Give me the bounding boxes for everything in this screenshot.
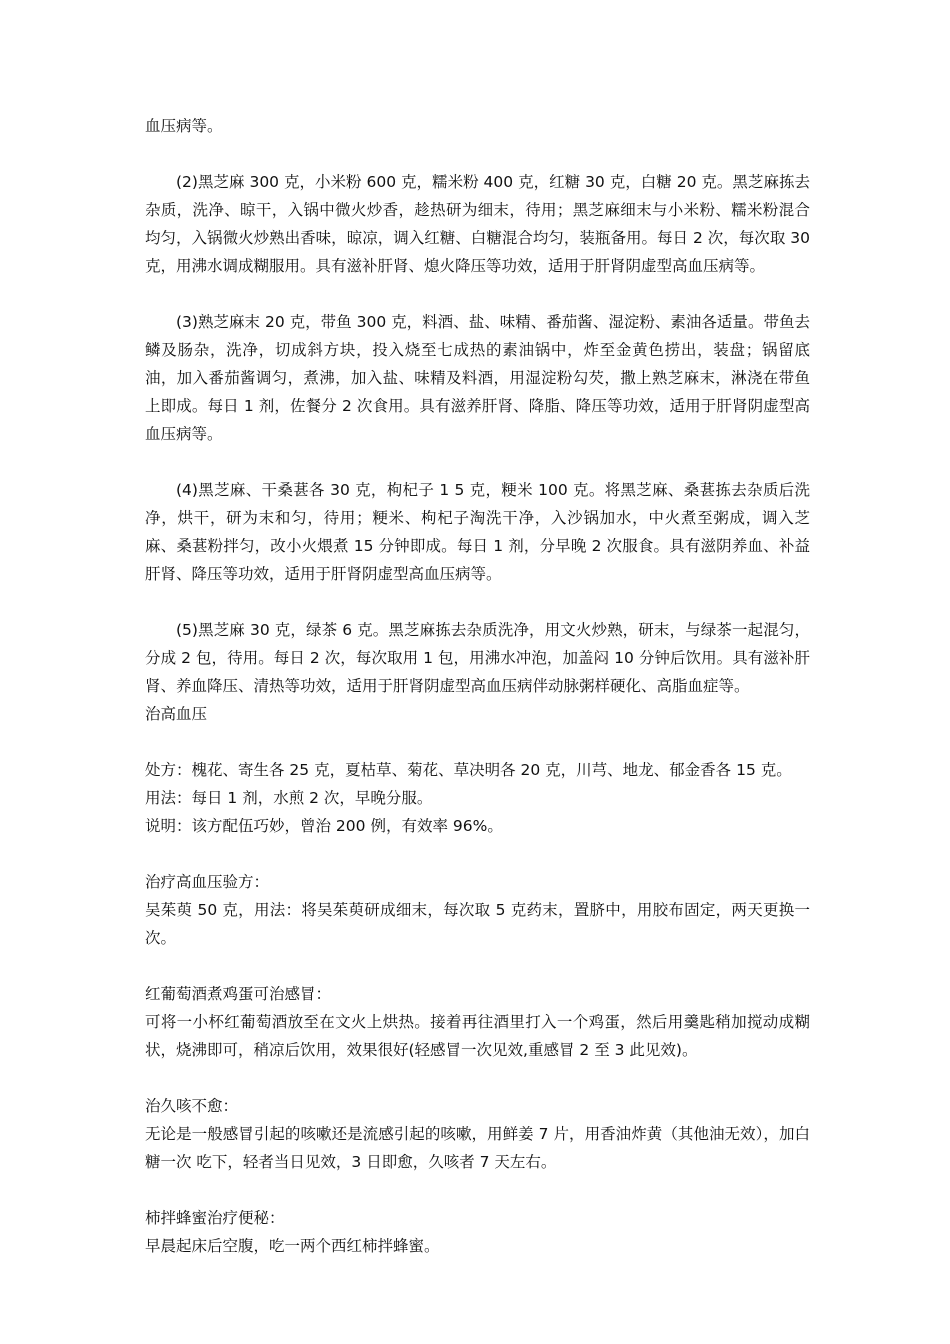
recipe-2-paragraph: (2)黑芝麻 300 克，小米粉 600 克，糯米粉 400 克，红糖 30 克，白糖 20 克。黑芝麻拣去杂质，洗净、晾干，入锅中微火炒香，趁热研为细末，待用；黑芝麻细末与小米粉、糯米粉混合均匀，入锅微火炒熟出香味，晾凉，调入红糖、白糖混合均匀，装瓶备用。每日 2 次，每次取 30 克，用沸水调成糊服用。具有滋补肝肾、熄火降压等功效，适用于肝肾阴虚型高血压病等。 [145, 173, 810, 275]
spacer [145, 840, 810, 868]
usage-line: 用法：每日 1 剂，水煎 2 次，早晚分服。 [145, 789, 433, 807]
paragraph-intro-fragment: 血压病等。 [145, 117, 223, 135]
wine-egg-body: 可将一小杯红葡萄酒放至在文火上烘热。接着再往酒里打入一个鸡蛋，然后用羹匙稍加搅动成糊状，烧沸即可，稍凉后饮用，效果很好(轻感冒一次见效,重感冒 2 至 3 此见效)。 [145, 1013, 810, 1059]
prescription-line: 处方：槐花、寄生各 25 克，夏枯草、菊花、草决明各 20 克，川芎、地龙、郁金香各 15 克。 [145, 761, 792, 779]
section-heading-hypertension: 治高血压 [145, 705, 208, 723]
spacer [145, 280, 810, 308]
note-line: 说明：该方配伍巧妙，曾治 200 例，有效率 96%。 [145, 817, 503, 835]
test-remedy-body: 吴茱萸 50 克，用法：将吴茱萸研成细末，每次取 5 克药末，置脐中，用胶布固定，两天更换一次。 [145, 901, 810, 947]
section-heading-constipation: 柿拌蜂蜜治疗便秘： [145, 1209, 285, 1227]
spacer [145, 448, 810, 476]
spacer [145, 1064, 810, 1092]
spacer [145, 588, 810, 616]
constipation-body: 早晨起床后空腹，吃一两个西红柿拌蜂蜜。 [145, 1237, 440, 1255]
spacer [145, 140, 810, 168]
document-page [145, 112, 810, 1260]
spacer [145, 728, 810, 756]
spacer [145, 1176, 810, 1204]
spacer [145, 952, 810, 980]
recipe-5-paragraph: (5)黑芝麻 30 克，绿茶 6 克。黑芝麻拣去杂质洗净，用文火炒熟，研末，与绿茶一起混匀，分成 2 包，待用。每日 2 次，每次取用 1 包，用沸水冲泡，加盖闷 10 分钟后饮用。具有滋补肝肾、养血降压、清热等功效，适用于肝肾阴虚型高血压病伴动脉粥样硬化、高脂血症等。 [145, 621, 810, 695]
section-heading-cough: 治久咳不愈： [145, 1097, 239, 1115]
recipe-4-paragraph: (4)黑芝麻、干桑葚各 30 克，枸杞子 1 5 克，粳米 100 克。将黑芝麻、桑葚拣去杂质后洗净，烘干，研为末和匀，待用；粳米、枸杞子淘洗干净，入沙锅加水，中火煮至粥成，调入芝麻、桑葚粉拌匀，改小火煨煮 15 分钟即成。每日 1 剂，分早晚 2 次服食。具有滋阴养血、补益肝肾、降压等功效，适用于肝肾阴虚型高血压病等。 [145, 481, 810, 583]
section-heading-test-remedy: 治疗高血压验方： [145, 873, 270, 891]
section-heading-wine-egg: 红葡萄酒煮鸡蛋可治感冒： [145, 985, 332, 1003]
recipe-3-paragraph: (3)熟芝麻末 20 克，带鱼 300 克，料酒、盐、味精、番茄酱、湿淀粉、素油各适量。带鱼去鳞及肠杂，洗净，切成斜方块，投入烧至七成热的素油锅中，炸至金黄色捞出，装盘；锅留底油，加入番茄酱调匀，煮沸，加入盐、味精及料酒，用湿淀粉勾芡，撒上熟芝麻末，淋浇在带鱼上即成。每日 1 剂，佐餐分 2 次食用。具有滋养肝肾、降脂、降压等功效，适用于肝肾阴虚型高血压病等。 [145, 313, 810, 443]
cough-body: 无论是一般感冒引起的咳嗽还是流感引起的咳嗽，用鲜姜 7 片，用香油炸黄（其他油无效），加白糖一次 吃下，轻者当日见效，3 日即愈，久咳者 7 天左右。 [145, 1125, 810, 1171]
